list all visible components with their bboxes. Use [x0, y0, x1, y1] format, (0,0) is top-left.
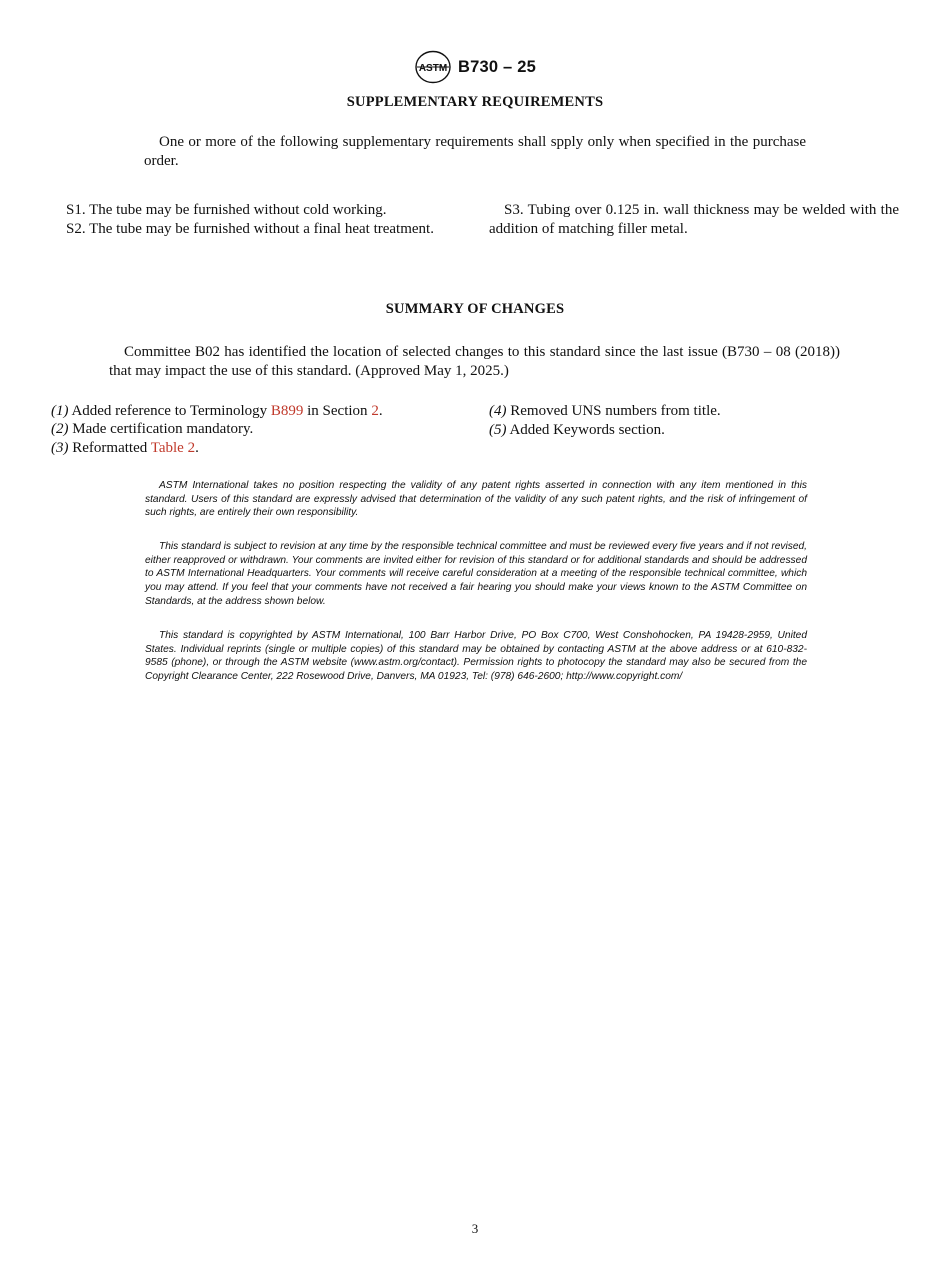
change-item-text: Added reference to Terminology: [71, 403, 268, 419]
change-item-5: [489, 421, 899, 440]
change-item-number: (5): [489, 422, 507, 438]
astm-logo-icon: [414, 50, 452, 84]
change-item-number: (1): [51, 403, 69, 419]
terminology-b899-link[interactable]: B899: [270, 403, 304, 419]
change-item-number: (2): [51, 421, 69, 437]
change-item-period: .: [378, 403, 383, 419]
supplementary-intro: One or more of the following supplementary requirements shall spply only when specified in the purchase order.: [144, 134, 806, 169]
change-item-2: [51, 420, 471, 439]
page-number: 3: [471, 1221, 479, 1236]
change-item-1: [51, 402, 471, 421]
supplementary-requirements-title: SUPPLEMENTARY REQUIREMENTS: [346, 94, 604, 110]
standard-designation: B730 – 25: [458, 57, 536, 76]
change-item-text: in Section: [307, 403, 368, 419]
change-item-period: .: [195, 440, 199, 456]
page-header: [0, 50, 950, 84]
change-item-number: (3): [51, 440, 69, 456]
change-item-text: Removed UNS numbers from title.: [510, 403, 721, 419]
supplementary-s3: S3. Tubing over 0.125 in. wall thickness may be welded with the addition of matching filler metal.: [489, 202, 899, 237]
revision-notice: This standard is subject to revision at any time by the responsible technical committee and must be reviewed every five years and if not revised, either reapproved or withdrawn. Your comments are invited either for revision of this standard or for additional standards and should be addressed to ASTM International Headquarters. Your comments will receive careful consideration at a meeting of the responsible technical committee, which you may attend. If you feel that your comments have not received a fair hearing you should make your views known to the ASTM Committee on Standards, at the address shown below.: [145, 541, 807, 607]
change-item-4: [489, 402, 899, 421]
supplementary-s2: S2. The tube may be furnished without a final heat treatment.: [66, 221, 434, 237]
change-item-3: [51, 439, 471, 458]
supplementary-s1: S1. The tube may be furnished without cold working.: [66, 202, 387, 218]
patent-notice: ASTM International takes no position respecting the validity of any patent rights asserted in connection with any item mentioned in this standard. Users of this standard are expressly advised that determination of the validity of any such patent rights, and the risk of infringement of such rights, are entirely their own responsibility.: [145, 480, 807, 519]
change-item-text: Reformatted: [72, 440, 148, 456]
change-item-text: Made certification mandatory.: [72, 421, 254, 437]
change-item-text: Added Keywords section.: [509, 422, 665, 438]
summary-intro: Committee B02 has identified the location of selected changes to this standard since the last issue (B730 – 08 (2018)) that may impact the use of this standard. (Approved May 1, 2025.): [109, 344, 840, 379]
table-2-link[interactable]: Table 2: [150, 440, 196, 456]
section-2-link[interactable]: 2: [371, 403, 379, 419]
copyright-notice: This standard is copyrighted by ASTM International, 100 Barr Harbor Drive, PO Box C700, West Conshohocken, PA 19428-2959, United States. Individual reprints (single or multiple copies) of this standard may be obtained by contacting ASTM at the above address or at 610-832-9585 (phone), or through the ASTM website (www.astm.org/contact). Permission rights to photocopy the standard may also be secured from the Copyright Clearance Center, 222 Rosewood Drive, Danvers, MA 01923, Tel: (978) 646-2600; http://www.copyright.com/: [145, 630, 807, 683]
astm-logo-text: ASTM: [418, 63, 448, 74]
change-item-number: (4): [489, 403, 507, 419]
summary-of-changes-title: SUMMARY OF CHANGES: [385, 301, 565, 317]
